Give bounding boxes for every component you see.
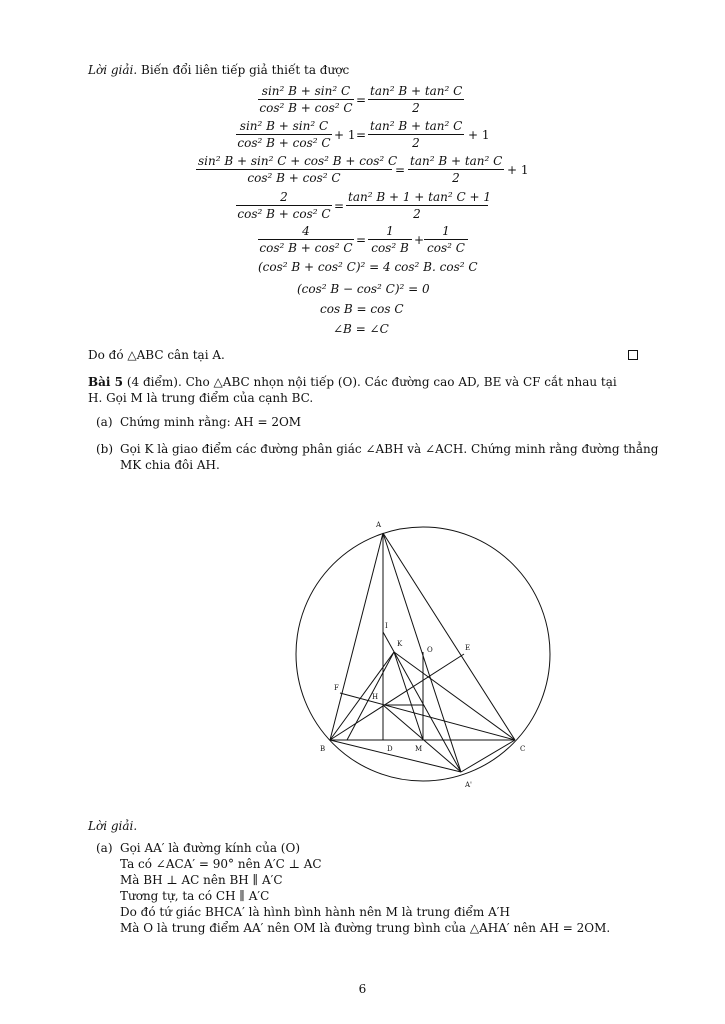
solution-2-line-5: Do đó tứ giác BHCA′ là hình bình hành nên M là trung điểm A′H [120,905,510,919]
eq5-f1-num: 1 [368,224,412,240]
label-A-prime: A' [465,781,472,789]
eq1-rhs-den: 2 [412,101,420,115]
eq2-rhs-den: 2 [412,136,420,150]
segment-K-BC [347,652,394,740]
equation-9: ∠B = ∠C [333,322,389,336]
solution-intro-text: Biến đổi liên tiếp giả thiết ta được [141,63,350,77]
side-AB [330,533,383,740]
eq1-sign: = [356,93,367,107]
conclusion-1: Do đó △ABC cân tại A. [88,348,225,362]
problem-5-text-1: Cho △ABC nhọn nội tiếp (O). Các đường cao AD, BE và CF cắt nhau tại [185,375,617,389]
eq3-rhs-num: tan² B + tan² C [410,154,503,168]
eq2-sign: = [356,128,367,142]
eq1-lhs-num: sin² B + sin² C [258,84,354,100]
eq5-sign: = [356,233,367,247]
eq1-lhs-den: cos² B + cos² C [259,101,353,115]
problem-5-title: Bài 5 [88,375,124,389]
equation-7: (cos² B − cos² C)² = 0 [297,282,430,296]
page-number: 6 [358,982,367,996]
eq5-lhs-den: cos² B + cos² C [259,241,353,255]
bisector-BK [330,652,394,740]
eq5-f1-den: cos² B [371,241,409,255]
solution-2-label [88,818,137,834]
problem-5-points: (4 điểm). [126,375,182,389]
eq4-sign: = [334,199,345,213]
part-a-text: Chứng minh rằng: AH = 2OM [120,415,302,429]
side-AC [383,533,515,740]
equation-6: (cos² B + cos² C)² = 4 cos² B. cos² C [258,260,478,274]
altitude-BE [330,654,464,740]
solution-2-line-2: Ta có ∠ACA′ = 90° nên A′C ⊥ AC [120,857,322,871]
eq2-rhs-num: tan² B + tan² C [370,119,463,133]
eq3-lhs-den: cos² B + cos² C [247,171,341,185]
eq4-lhs-num: 2 [236,190,332,206]
label-D: D [387,745,393,753]
eq4-rhs-den: 2 [413,207,421,221]
segment-BA2 [330,740,461,772]
solution-2-line-1: Gọi AA′ là đường kính của (O) [120,841,300,855]
eq3-rhs-suffix: + 1 [507,163,529,177]
solution-2-line-6: Mà O là trung điểm AA′ nên OM là đường trung bình của △AHA′ nên AH = 2OM. [120,921,611,935]
eq2-rhs-suffix: + 1 [468,128,490,142]
solution-2-part-a-label: (a) [96,841,113,855]
part-a-label: (a) [96,415,113,429]
label-I: I [385,622,388,630]
solution-label: Lời giải. [88,63,138,77]
label-A: A [376,521,382,529]
solution-2-line-4: Tương tự, ta có CH ∥ A′C [120,889,270,903]
solution-2-line-3: Mà BH ⊥ AC nên BH ∥ A′C [120,873,283,887]
segment-CA2 [461,740,515,772]
label-B: B [320,745,326,753]
eq5-f2-den: cos² C [427,241,465,255]
eq5-f2-num: 1 [424,224,468,240]
part-b-text-1: Gọi K là giao điểm các đường phân giác ∠ABH và ∠ACH. Chứng minh rằng đường thẳng [120,442,659,456]
eq2-lhs-num: sin² B + sin² C [236,119,332,135]
part-b-text-2: MK chia đôi AH. [120,458,220,472]
bisector-CK [394,652,515,740]
label-M: M [415,745,423,753]
eq3-sign: = [395,163,406,177]
problem-5-line-2: H. Gọi M là trung điểm của cạnh BC. [88,391,314,405]
eq4-lhs-den: cos² B + cos² C [237,207,331,221]
label-H: H [372,693,379,701]
equation-8: cos B = cos C [320,302,404,316]
eq5-lhs-num: 4 [258,224,354,240]
solution-2-label-text: Lời giải. [88,819,138,833]
eq3-rhs-den: 2 [452,171,460,185]
label-F: F [334,684,339,692]
eq2-lhs-suffix: + 1 [334,128,356,142]
eq4-rhs-num: tan² B + 1 + tan² C + 1 [348,190,491,204]
eq3-lhs-num: sin² B + sin² C + cos² B + cos² C [198,154,398,168]
eq2-lhs-den: cos² B + cos² C [237,136,331,150]
label-K: K [397,640,403,648]
eq1-rhs-num: tan² B + tan² C [370,84,463,98]
eq5-plus: + [414,233,425,247]
label-E: E [465,644,471,652]
label-O: O [427,646,433,654]
part-b-label: (b) [96,442,114,456]
label-C: C [520,745,526,753]
